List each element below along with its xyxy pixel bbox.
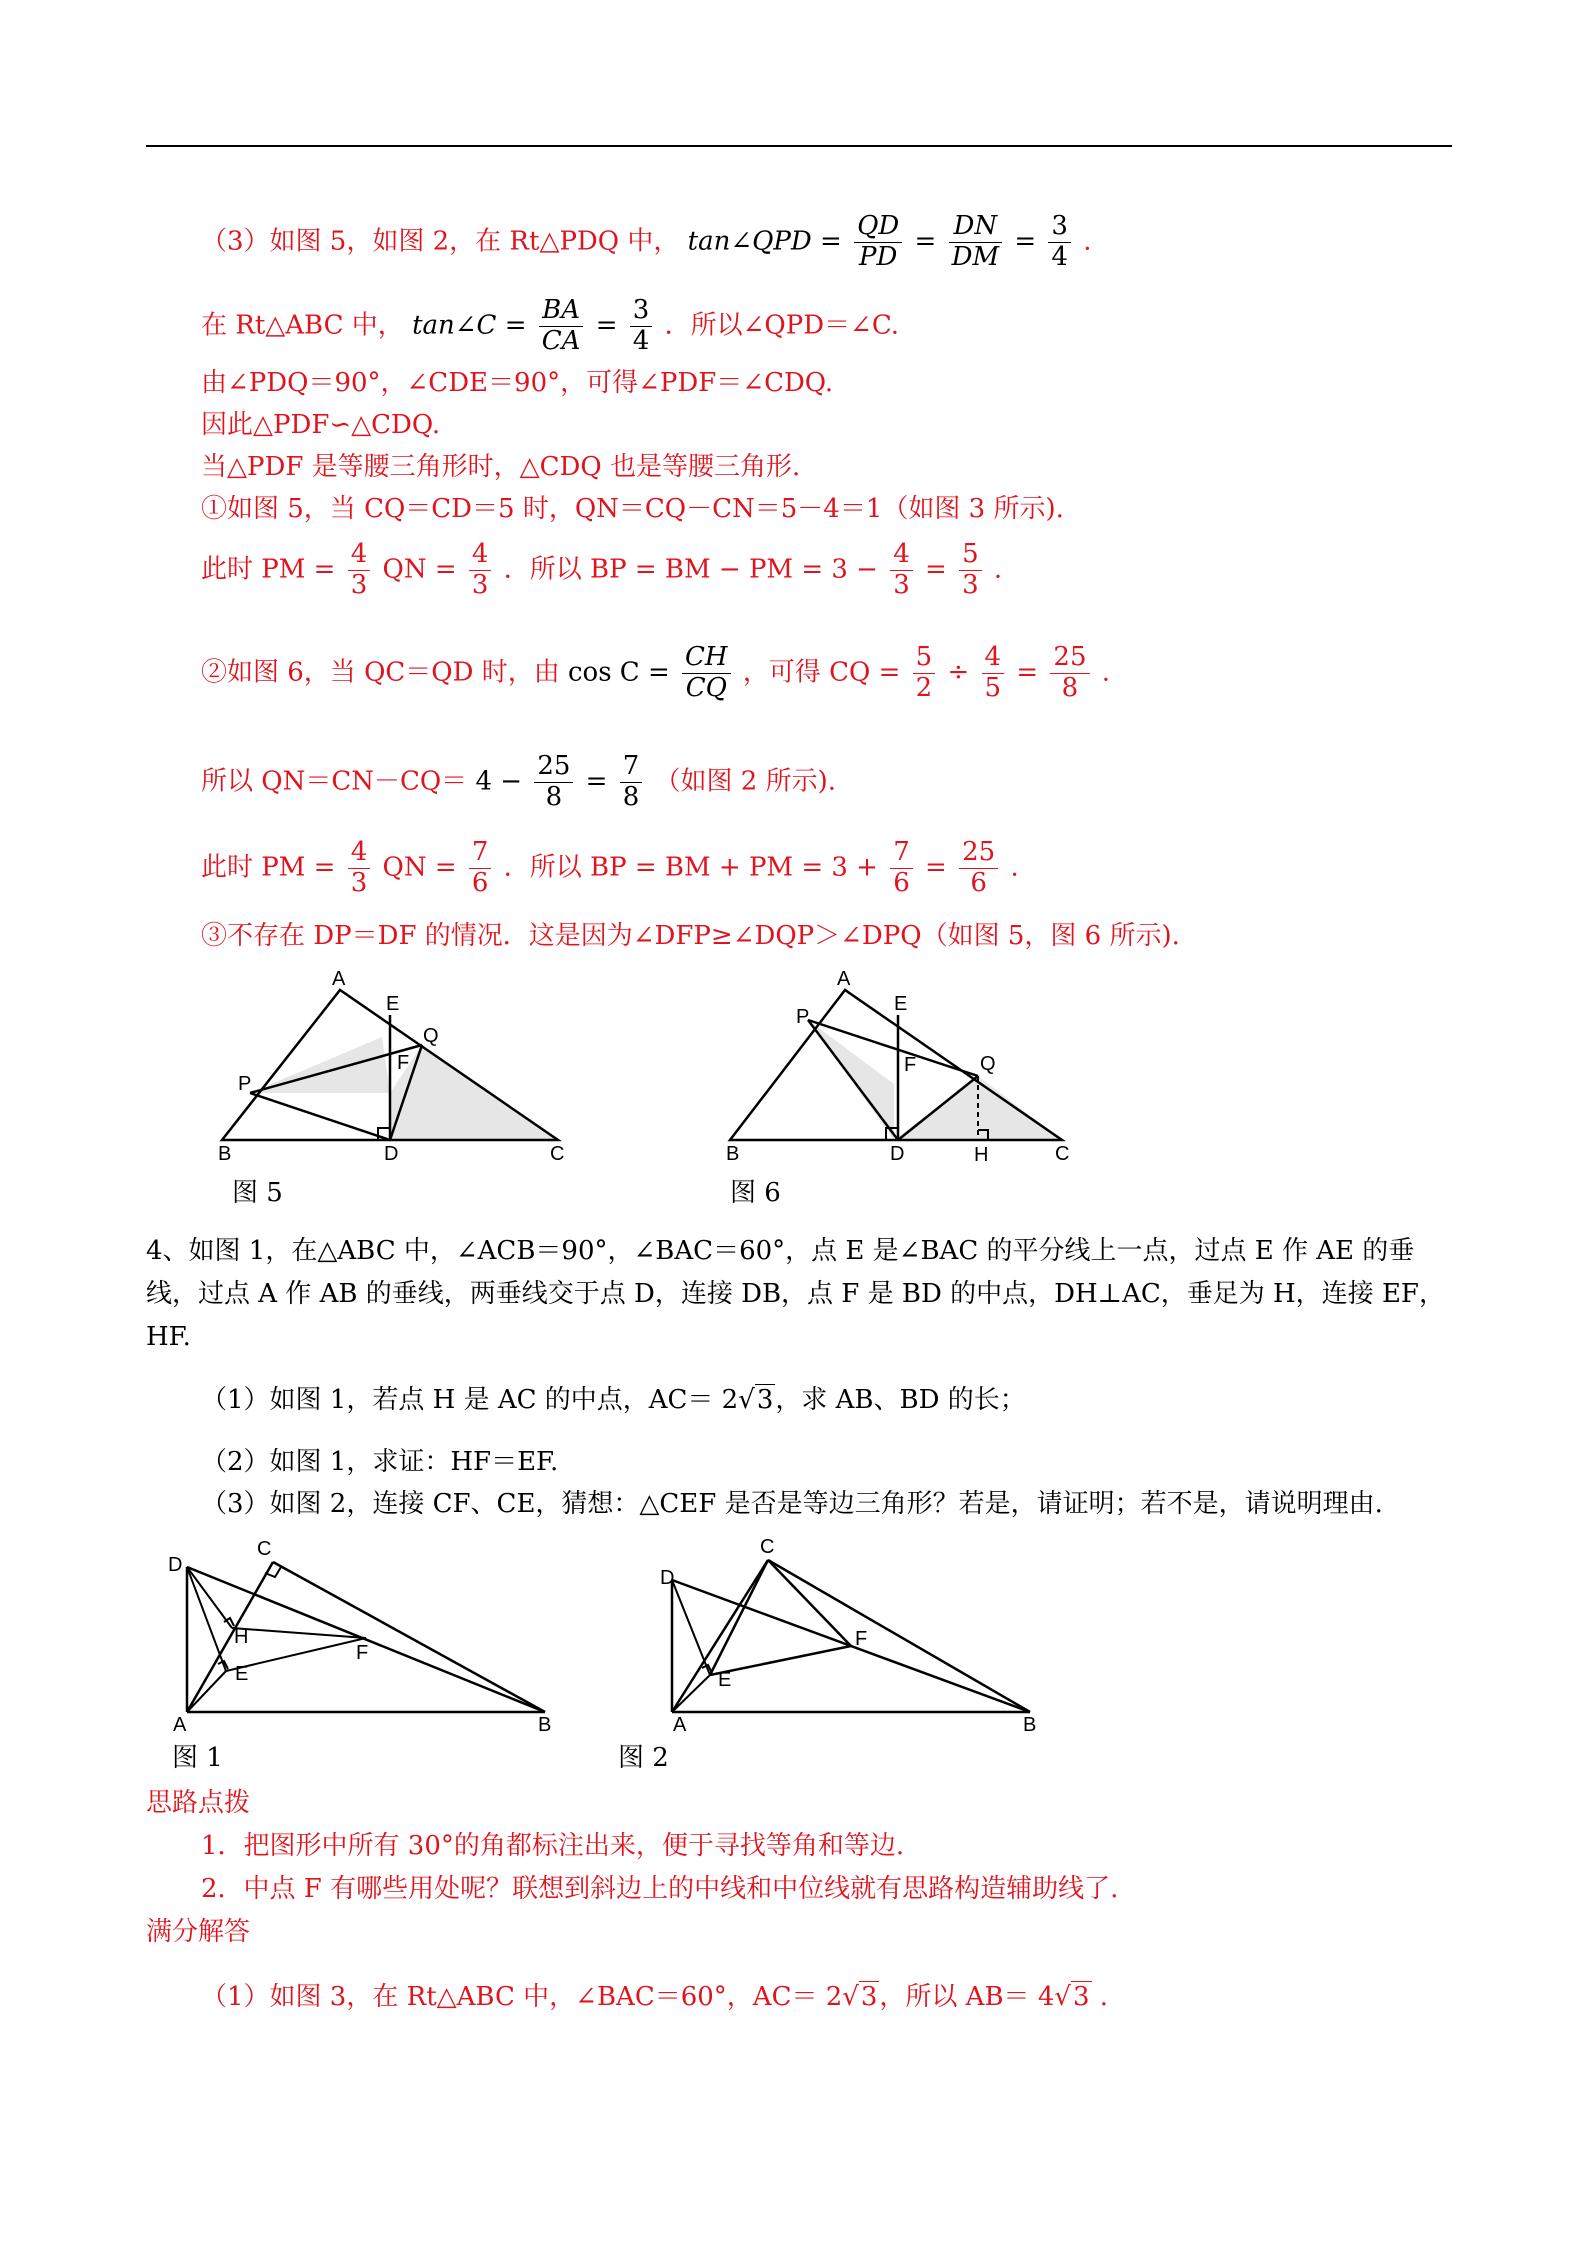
segment-cf [768,1560,851,1646]
fraction: $\frac{7}{6}$ [890,838,913,899]
solution-line-8: ②如图 6，当 QC＝QD 时，由 cos C = $\frac{CH}{CQ}$ ，可得 CQ = $\frac{5}{2}$ ÷ $\frac{4}{5}$ = $\frac{25}{8}$ . [201,642,1111,703]
label: D [890,1143,905,1165]
header-rule [146,145,1452,147]
fraction: $\frac{25}{8}$ [534,752,573,813]
segment-cb [768,1560,1030,1712]
fraction: $\frac{5}{3}$ [959,540,982,601]
hint-2: 2．中点 F 有哪些用处呢？联想到斜边上的中线和中位线就有思路构造辅助线了. [201,1874,1119,1904]
label: C [550,1143,565,1165]
figure-6 [718,955,1078,1170]
segment-pd [250,1093,390,1140]
answer-title: 满分解答 [146,1917,251,1947]
problem4-line-2: 线，过点 A 作 AB 的垂线，两垂线交于点 D，连接 DB，点 F 是 BD 的中点，DH⊥AC，垂足为 H，连接 EF， [146,1279,1445,1309]
shaded-quad-dqc [390,1045,558,1140]
hint-1: 1．把图形中所有 30°的角都标注出来，便于寻找等角和等边. [201,1831,905,1861]
fraction: $\frac{BA}{CA}$ [539,296,584,357]
fraction: $\frac{DN}{DM}$ [949,212,1002,273]
fraction: $\frac{25}{8}$ [1050,643,1089,704]
label: F [855,1628,868,1650]
solution-line-1: （3）如图 5，如图 2，在 Rt△PDQ 中， tan∠QPD = $\frac{QD}{PD}$ = $\frac{DN}{DM}$ = $\frac{3}{4}$ . [201,211,1092,272]
segment-ce [710,1560,768,1675]
solution-line-5: 当△PDF 是等腰三角形时，△CDQ 也是等腰三角形. [201,452,801,482]
fraction: $\frac{3}{4}$ [630,296,653,357]
segment-de [187,1567,226,1671]
label: B [218,1143,232,1165]
fraction: $\frac{QD}{PD}$ [854,212,902,273]
figure-1 [160,1525,560,1740]
problem4-q3: （3）如图 2，连接 CF、CE，猜想：△CEF 是否是等边三角形？若是，请证明；若不是，请说明理由. [201,1489,1383,1519]
label: H [974,1144,989,1166]
fraction: $\frac{4}{3}$ [348,838,371,899]
label: Q [423,1025,439,1047]
label: A [332,968,346,990]
fraction: $\frac{4}{5}$ [982,643,1005,704]
solution-line-3: 由∠PDQ＝90°，∠CDE＝90°，可得∠PDF＝∠CDQ. [201,368,834,398]
solution-line-11: ③不存在 DP＝DF 的情况．这是因为∠DFP≥∠DQP＞∠DPQ（如图 5，图 6 所示). [201,921,1180,951]
figure-2-caption: 图 2 [618,1743,669,1773]
text: （3）如图 5，如图 2，在 Rt△PDQ 中， [201,226,680,257]
fraction: $\frac{5}{2}$ [913,643,936,704]
figure-5-caption: 图 5 [232,1178,283,1208]
solution-line-7: 此时 PM = $\frac{4}{3}$ QN = $\frac{4}{3}$ ．所以 BP = BM − PM = 3 − $\frac{4}{3}$ = $\frac{5}{3}$ . [201,539,1003,600]
label: P [238,1073,252,1095]
fraction: $\frac{7}{6}$ [469,838,492,899]
solution-line-10: 此时 PM = $\frac{4}{3}$ QN = $\frac{7}{6}$ ．所以 BP = BM + PM = 3 + $\frac{7}{6}$ = $\frac{25}{6}$ . [201,837,1019,898]
label: A [837,968,851,990]
solution-line-4: 因此△PDF∽△CDQ. [201,410,441,440]
fraction: $\frac{25}{6}$ [959,838,998,899]
label: D [384,1143,399,1165]
figure-5 [210,955,570,1170]
solution-line-9: 所以 QN＝CN－CQ＝ 4 − $\frac{25}{8}$ = $\frac{7}{8}$ （如图 2 所示). [201,751,837,812]
tan-expr: tan∠QPD = [687,226,842,257]
answer-line-1: （1）如图 3，在 Rt△ABC 中，∠BAC＝60°，AC＝ 2√3，所以 AB＝ 4√3 . [201,1982,1109,2012]
problem4-q1: （1）如图 1，若点 H 是 AC 的中点，AC＝ 2√3，求 AB、BD 的长； [201,1385,1026,1415]
fraction: $\frac{CH}{CQ}$ [682,643,731,704]
solution-line-2: 在 Rt△ABC 中， tan∠C = $\frac{BA}{CA}$ = $\frac{3}{4}$ ．所以∠QPD＝∠C. [201,295,900,356]
segment-hf [232,1628,366,1638]
label: D [660,1567,675,1589]
label: F [397,1052,410,1074]
label: C [760,1536,775,1558]
segment-de [672,1580,710,1675]
figure-2 [650,1525,1050,1740]
label: D [168,1554,183,1576]
label: C [1055,1143,1070,1165]
problem4-line-3: HF. [146,1322,191,1352]
label: A [173,1714,187,1736]
fraction: $\frac{4}{3}$ [469,540,492,601]
solution-line-6: ①如图 5，当 CQ＝CD＝5 时，QN＝CQ－CN＝5－4＝1（如图 3 所示). [201,494,1064,524]
segment-cb [273,1562,545,1712]
hint-title: 思路点拨 [146,1788,251,1818]
label: E [235,1663,249,1685]
fraction: $\frac{4}{3}$ [348,540,371,601]
label: P [796,1006,810,1028]
shaded-triangle-pdf [250,1037,390,1093]
figure-1-caption: 图 1 [172,1743,223,1773]
fraction: $\frac{3}{4}$ [1048,212,1071,273]
label: E [386,993,400,1015]
fraction: $\frac{4}{3}$ [890,540,913,601]
label: B [726,1143,740,1165]
label: E [894,993,908,1015]
label: Q [980,1053,996,1075]
label: C [257,1538,272,1560]
label: H [234,1626,249,1648]
fraction: $\frac{7}{8}$ [620,752,643,813]
label: E [718,1669,732,1691]
label: B [1023,1714,1037,1736]
figure-6-caption: 图 6 [730,1178,781,1208]
label: A [673,1714,687,1736]
problem4-line-1: 4、如图 1，在△ABC 中，∠ACB＝90°，∠BAC＝60°，点 E 是∠BAC 的平分线上一点，过点 E 作 AE 的垂 [146,1236,1415,1266]
label: B [538,1714,552,1736]
label: F [356,1642,369,1664]
problem4-q2: （2）如图 1，求证：HF＝EF. [201,1447,559,1477]
label: F [904,1054,917,1076]
